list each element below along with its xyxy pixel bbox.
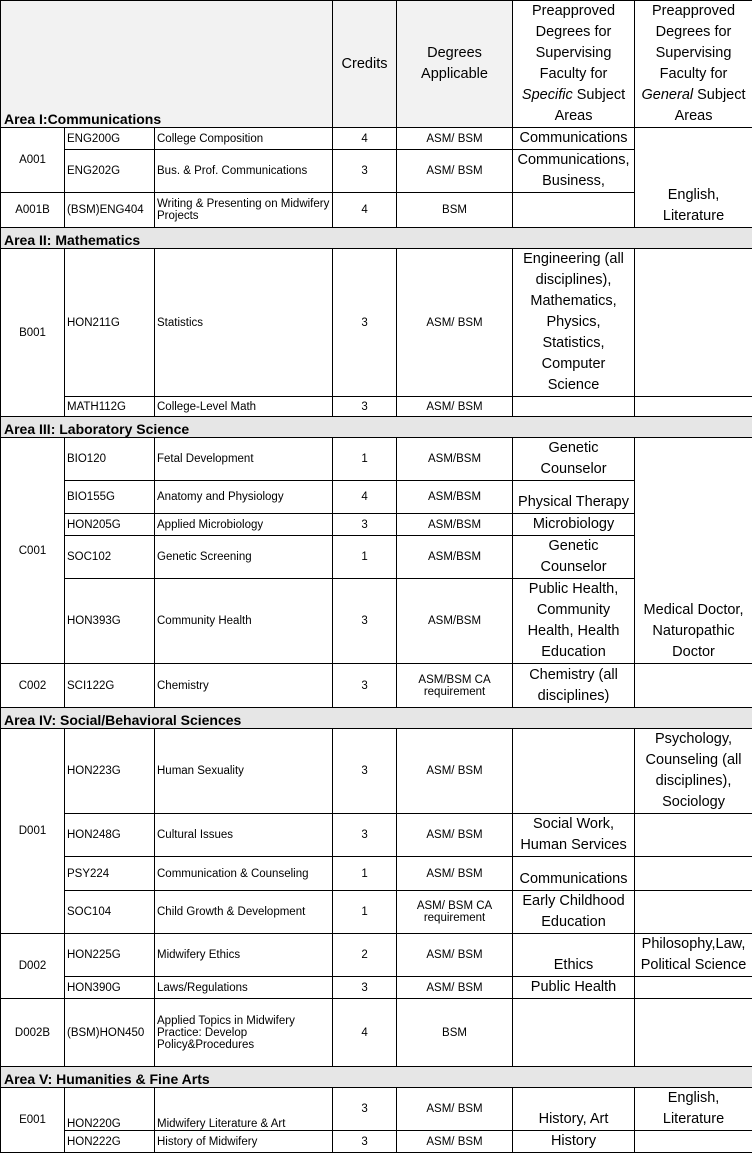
course-code: HON390G xyxy=(65,977,155,999)
course-degrees: ASM/BSM xyxy=(397,579,513,664)
general-degrees-empty xyxy=(635,664,752,708)
course-credits: 3 xyxy=(333,579,397,664)
general-degrees-empty xyxy=(635,397,752,417)
table-row xyxy=(1,1131,752,1153)
course-degrees: ASM/ BSM xyxy=(397,150,513,193)
course-credits: 3 xyxy=(333,397,397,417)
course-credits: 1 xyxy=(333,536,397,579)
course-title: Laws/Regulations xyxy=(155,977,333,999)
course-credits: 3 xyxy=(333,977,397,999)
table-row xyxy=(1,664,752,708)
area-heading-humanities: Area V: Humanities & Fine Arts xyxy=(1,1067,752,1088)
course-code: HON225G xyxy=(65,934,155,977)
specific-degrees: Engineering (all disciplines), Mathematics, Physics, Statistics, Computer Science xyxy=(513,249,635,397)
course-code: SCI122G xyxy=(65,664,155,708)
course-title: Applied Topics in Midwifery Practice: Develop Policy&Procedures xyxy=(155,999,333,1067)
course-title: History of Midwifery xyxy=(155,1131,333,1153)
specific-degrees xyxy=(513,397,635,417)
general-degrees: Medical Doctor, Naturopathic Doctor xyxy=(635,438,752,664)
course-title: Writing & Presenting on Midwifery Projects xyxy=(155,193,333,228)
course-degrees: ASM/ BSM xyxy=(397,397,513,417)
group-code: B001 xyxy=(1,249,65,417)
course-title: Communication & Counseling xyxy=(155,857,333,891)
specific-degrees: Communications, Business, xyxy=(513,150,635,193)
specific-degrees: Chemistry (all disciplines) xyxy=(513,664,635,708)
course-code: ENG200G xyxy=(65,128,155,150)
course-credits: 2 xyxy=(333,934,397,977)
credits-header: Credits xyxy=(333,1,397,128)
course-credits: 1 xyxy=(333,438,397,481)
group-code: A001B xyxy=(1,193,65,228)
specific-degrees: Genetic Counselor xyxy=(513,536,635,579)
course-credits: 3 xyxy=(333,1131,397,1153)
course-code: BIO120 xyxy=(65,438,155,481)
course-title: Anatomy and Physiology xyxy=(155,481,333,514)
specific-degrees: Genetic Counselor xyxy=(513,438,635,481)
specific-degrees: Social Work, Human Services xyxy=(513,814,635,857)
area-heading-social-behavioral: Area IV: Social/Behavioral Sciences xyxy=(1,708,752,729)
general-degrees-empty xyxy=(635,977,752,999)
specific-degrees xyxy=(513,999,635,1067)
course-credits: 3 xyxy=(333,729,397,814)
course-credits: 3 xyxy=(333,664,397,708)
course-credits: 4 xyxy=(333,128,397,150)
table-row xyxy=(1,249,752,397)
course-title: Community Health xyxy=(155,579,333,664)
course-credits: 4 xyxy=(333,999,397,1067)
course-credits: 4 xyxy=(333,193,397,228)
specific-degrees: Public Health, Community Health, Health Education xyxy=(513,579,635,664)
general-degrees-empty xyxy=(635,999,752,1067)
general-degrees: English, Literature xyxy=(635,1088,752,1131)
specific-subject-header: Preapproved Degrees for Supervising Faculty for Specific Subject Areas xyxy=(513,1,635,128)
group-code: D002B xyxy=(1,999,65,1067)
course-title: College Composition xyxy=(155,128,333,150)
course-code: HON223G xyxy=(65,729,155,814)
specific-degrees xyxy=(513,729,635,814)
course-credits: 3 xyxy=(333,514,397,536)
general-degrees-empty xyxy=(635,249,752,397)
course-credits: 3 xyxy=(333,150,397,193)
course-degrees: ASM/BSM xyxy=(397,536,513,579)
course-title: Midwifery Ethics xyxy=(155,934,333,977)
course-code: HON205G xyxy=(65,514,155,536)
course-credits: 3 xyxy=(333,814,397,857)
course-code: (BSM)HON450 xyxy=(65,999,155,1067)
course-title: College-Level Math xyxy=(155,397,333,417)
table-row xyxy=(1,999,752,1067)
area-heading-communications: Area I:Communications xyxy=(1,1,333,128)
table-row xyxy=(1,729,752,814)
course-code: PSY224 xyxy=(65,857,155,891)
course-credits: 1 xyxy=(333,891,397,934)
specific-degrees: Physical Therapy xyxy=(513,481,635,514)
specific-degrees: Public Health xyxy=(513,977,635,999)
course-degrees: BSM xyxy=(397,999,513,1067)
course-degrees: ASM/ BSM xyxy=(397,729,513,814)
course-title: Human Sexuality xyxy=(155,729,333,814)
table-row xyxy=(1,397,752,417)
table-row xyxy=(1,438,752,481)
area-row xyxy=(1,1067,752,1088)
group-code: D001 xyxy=(1,729,65,934)
general-degrees-empty xyxy=(635,814,752,857)
course-code: HON393G xyxy=(65,579,155,664)
specific-degrees: Early Childhood Education xyxy=(513,891,635,934)
course-degrees: ASM/ BSM xyxy=(397,814,513,857)
degrees-applicable-header: Degrees Applicable xyxy=(397,1,513,128)
course-code: BIO155G xyxy=(65,481,155,514)
general-degrees: Philosophy,Law, Political Science xyxy=(635,934,752,977)
course-title: Fetal Development xyxy=(155,438,333,481)
table-row xyxy=(1,977,752,999)
group-code: A001 xyxy=(1,128,65,193)
course-degrees: ASM/BSM xyxy=(397,514,513,536)
area-row xyxy=(1,417,752,438)
table-row xyxy=(1,128,752,150)
general-subject-header: Preapproved Degrees for Supervising Faculty for General Subject Areas xyxy=(635,1,752,128)
specific-degrees: History, Art xyxy=(513,1088,635,1131)
course-credits: 1 xyxy=(333,857,397,891)
specific-degrees xyxy=(513,193,635,228)
course-credits: 3 xyxy=(333,1088,397,1131)
course-title: Applied Microbiology xyxy=(155,514,333,536)
course-code: HON248G xyxy=(65,814,155,857)
table-row xyxy=(1,814,752,857)
course-code: HON222G xyxy=(65,1131,155,1153)
course-degrees: ASM/ BSM CA requirement xyxy=(397,891,513,934)
course-degrees: ASM/BSM CA requirement xyxy=(397,664,513,708)
course-title: Statistics xyxy=(155,249,333,397)
specific-degrees: Communications xyxy=(513,857,635,891)
table-row xyxy=(1,934,752,977)
course-degrees: ASM/ BSM xyxy=(397,1131,513,1153)
area-row xyxy=(1,228,752,249)
table-row xyxy=(1,857,752,891)
course-credits: 3 xyxy=(333,249,397,397)
area-row xyxy=(1,708,752,729)
general-degrees: Psychology, Counseling (all disciplines), Sociology xyxy=(635,729,752,814)
course-degrees: ASM/ BSM xyxy=(397,857,513,891)
group-code: C002 xyxy=(1,664,65,708)
course-degrees: ASM/ BSM xyxy=(397,1088,513,1131)
course-title: Child Growth & Development xyxy=(155,891,333,934)
course-code: HON211G xyxy=(65,249,155,397)
course-code: SOC102 xyxy=(65,536,155,579)
course-degrees: BSM xyxy=(397,193,513,228)
course-title: Chemistry xyxy=(155,664,333,708)
specific-degrees: Communications xyxy=(513,128,635,150)
course-degrees: ASM/ BSM xyxy=(397,934,513,977)
area-heading-laboratory-science: Area III: Laboratory Science xyxy=(1,417,752,438)
course-degrees: ASM/BSM xyxy=(397,481,513,514)
course-code: ENG202G xyxy=(65,150,155,193)
course-code: MATH112G xyxy=(65,397,155,417)
general-degrees-empty xyxy=(635,857,752,891)
area-heading-mathematics: Area II: Mathematics xyxy=(1,228,752,249)
course-title: Bus. & Prof. Communications xyxy=(155,150,333,193)
course-degrees: ASM/BSM xyxy=(397,438,513,481)
group-code: E001 xyxy=(1,1088,65,1153)
header-row xyxy=(1,1,752,128)
course-degrees: ASM/ BSM xyxy=(397,249,513,397)
course-code: (BSM)ENG404 xyxy=(65,193,155,228)
table-row xyxy=(1,891,752,934)
course-degrees: ASM/ BSM xyxy=(397,977,513,999)
specific-degrees: Ethics xyxy=(513,934,635,977)
general-degrees-empty xyxy=(635,1131,752,1153)
course-code: SOC104 xyxy=(65,891,155,934)
specific-degrees: Microbiology xyxy=(513,514,635,536)
table-row xyxy=(1,1088,752,1131)
course-code: HON220G xyxy=(65,1088,155,1131)
specific-degrees: History xyxy=(513,1131,635,1153)
course-title: Midwifery Literature & Art xyxy=(155,1088,333,1131)
course-title: Genetic Screening xyxy=(155,536,333,579)
course-credits: 4 xyxy=(333,481,397,514)
general-degrees-empty xyxy=(635,891,752,934)
course-title: Cultural Issues xyxy=(155,814,333,857)
group-code: C001 xyxy=(1,438,65,664)
group-code: D002 xyxy=(1,934,65,999)
course-degrees: ASM/ BSM xyxy=(397,128,513,150)
general-degrees: English, Literature xyxy=(635,128,752,228)
